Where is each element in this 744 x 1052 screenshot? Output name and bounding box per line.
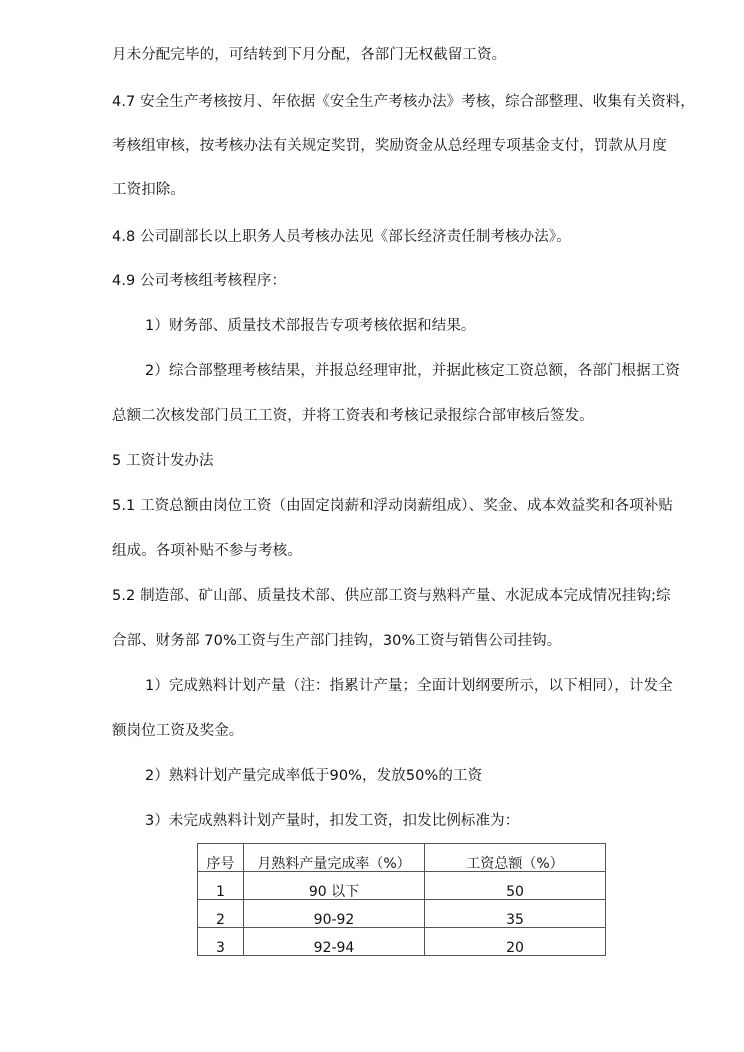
paragraph-line: 总额二次核发部门员工工资，并将工资表和考核记录报综合部审核后签发。 (112, 408, 594, 424)
table-header-row (198, 844, 606, 872)
column-header-completion-rate: 月熟料产量完成率（%） (244, 844, 425, 872)
table-cell: 50 (425, 872, 606, 900)
paragraph-line: 月未分配完毕的，可结转到下月分配，各部门无权截留工资。 (112, 47, 507, 63)
paragraph-line: 考核组审核，按考核办法有关规定奖罚，奖励资金从总经理专项基金支付，罚款从月度 (112, 138, 667, 154)
paragraph-line: 合部、财务部 70%工资与生产部门挂钩，30%工资与销售公司挂钩。 (112, 633, 562, 649)
column-header-index: 序号 (198, 844, 244, 872)
table-cell: 20 (425, 928, 606, 956)
table-cell: 3 (198, 928, 244, 956)
table-row (198, 928, 606, 956)
table-cell: 2 (198, 900, 244, 928)
table-cell: 1 (198, 872, 244, 900)
table-cell: 90-92 (244, 900, 425, 928)
table-row (198, 872, 606, 900)
list-item: 1）财务部、质量技术部报告专项考核依据和结果。 (145, 318, 476, 334)
deduction-rate-table (197, 843, 606, 956)
list-item: 3）未完成熟料计划产量时，扣发工资，扣发比例标准为： (145, 813, 520, 829)
section-heading: 5 工资计发办法 (112, 453, 214, 469)
paragraph-line: 4.8 公司副部长以上职务人员考核办法见《部长经济责任制考核办法》。 (112, 229, 571, 245)
table-cell: 90 以下 (244, 872, 425, 900)
list-item: 2）综合部整理考核结果，并报总经理审批，并据此核定工资总额，各部门根据工资 (145, 363, 680, 379)
paragraph-line: 4.7 安全生产考核按月、年依据《安全生产考核办法》考核，综合部整理、收集有关资料， (112, 94, 695, 110)
column-header-wage-total: 工资总额（%） (425, 844, 606, 872)
paragraph-line: 额岗位工资及奖金。 (112, 723, 244, 739)
paragraph-line: 工资扣除。 (112, 182, 185, 198)
table-row (198, 900, 606, 928)
table-cell: 92-94 (244, 928, 425, 956)
paragraph-line: 5.1 工资总额由岗位工资（由固定岗薪和浮动岗薪组成）、奖金、成本效益奖和各项补贴 (112, 498, 674, 514)
table-cell: 35 (425, 900, 606, 928)
paragraph-line: 组成。各项补贴不参与考核。 (112, 543, 302, 559)
paragraph-line: 4.9 公司考核组考核程序： (112, 273, 287, 289)
list-item: 1）完成熟料计划产量（注：指累计产量；全面计划纲要所示，以下相同），计发全 (145, 678, 673, 694)
paragraph-line: 5.2 制造部、矿山部、质量技术部、供应部工资与熟料产量、水泥成本完成情况挂钩;综 (112, 588, 671, 604)
list-item: 2）熟料计划产量完成率低于90%，发放50%的工资 (145, 768, 483, 784)
